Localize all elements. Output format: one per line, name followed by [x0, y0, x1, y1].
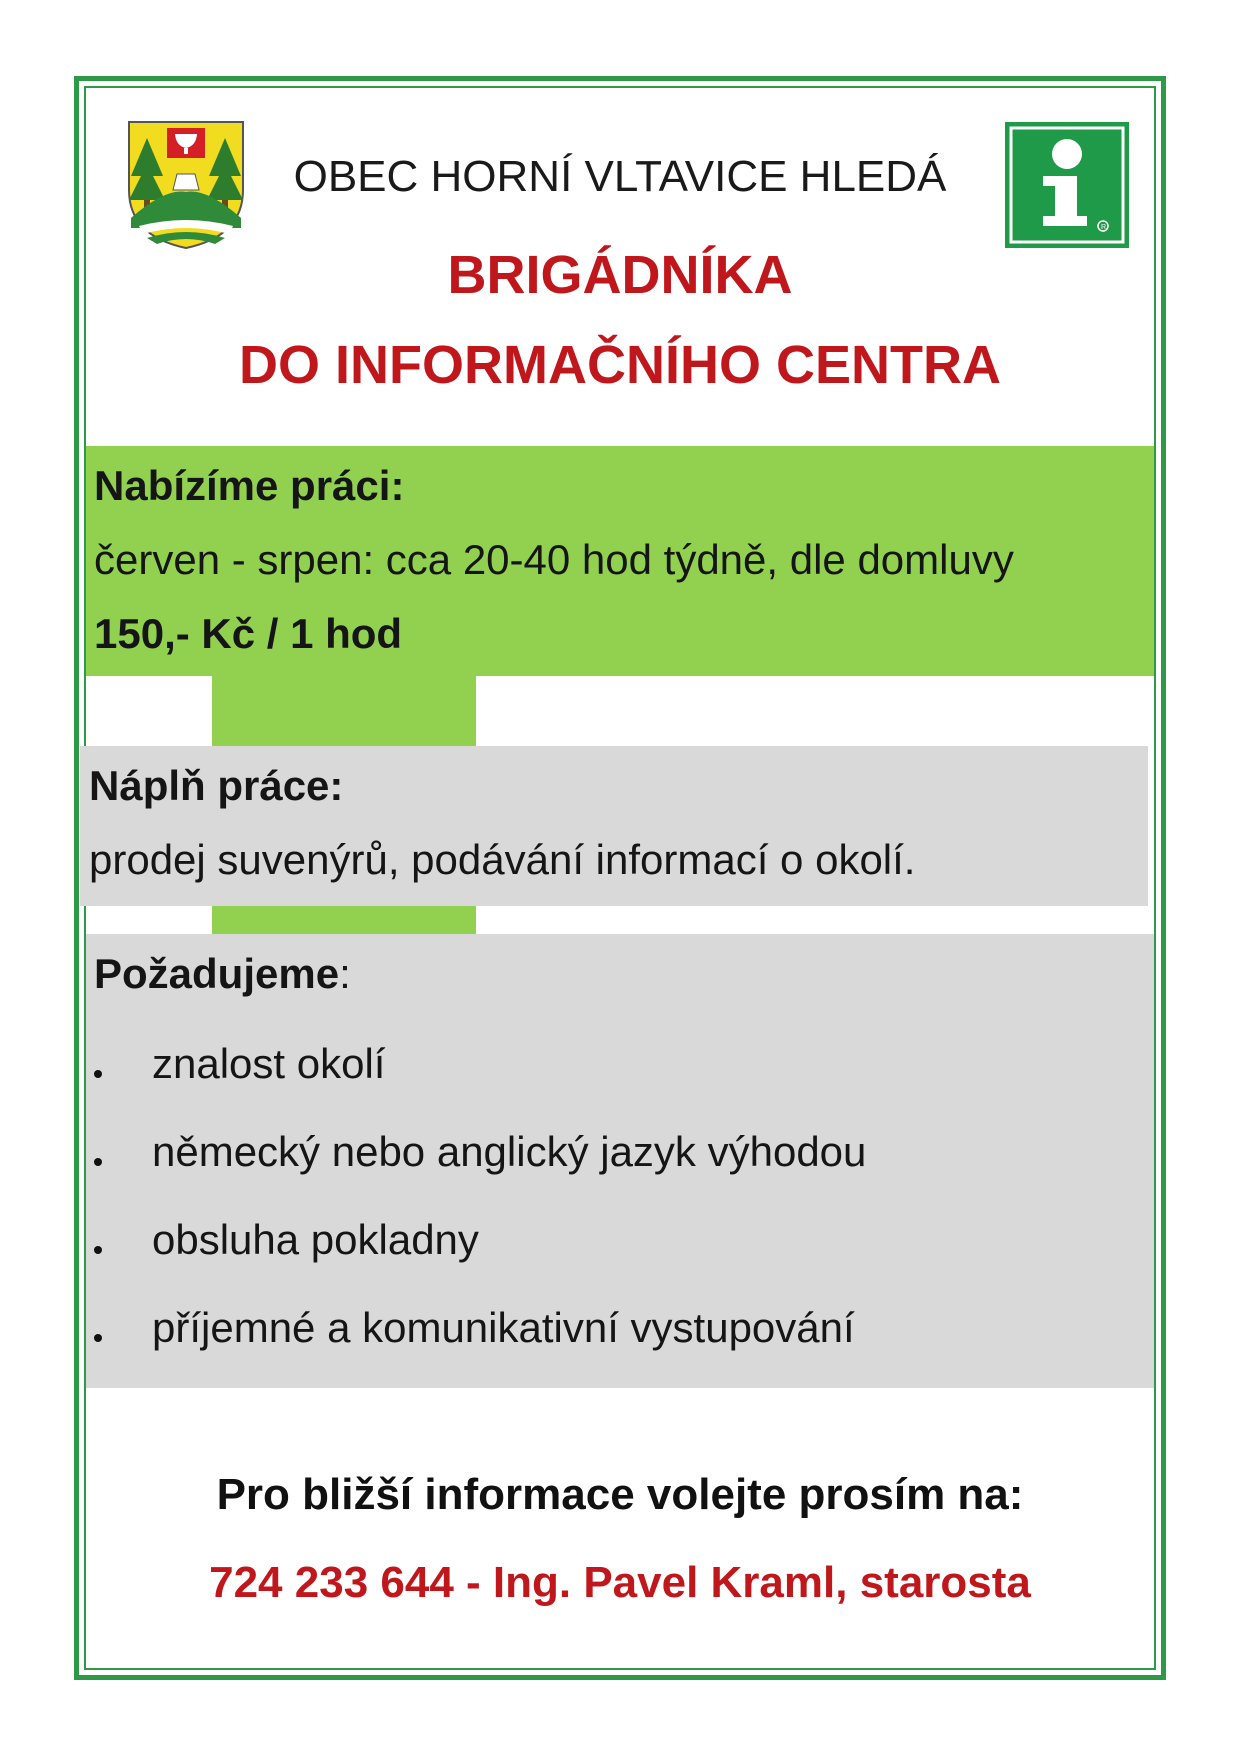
contact-prompt: Pro bližší informace volejte prosím na: — [216, 1470, 1024, 1519]
offer-heading: Nabízíme práci: — [94, 462, 405, 509]
svg-text:R: R — [1101, 224, 1107, 231]
headline-job: BRIGÁDNÍKA — [447, 245, 793, 305]
requirement-item: příjemné a komunikativní vystupování — [152, 1304, 855, 1351]
village-title: OBEC HORNÍ VLTAVICE HLEDÁ — [293, 152, 947, 201]
contact-phone: 724 233 644 - Ing. Pavel Kraml, starosta — [209, 1558, 1031, 1607]
headline-place: DO INFORMAČNÍHO CENTRA — [239, 335, 1001, 395]
bullet-dot — [94, 1246, 102, 1254]
requirement-item: německý nebo anglický jazyk výhodou — [152, 1128, 867, 1175]
duties-text: prodej suvenýrů, podávání informací o okolí. — [89, 836, 916, 883]
offer-wage: 150,- Kč / 1 hod — [94, 610, 403, 657]
requirement-item: znalost okolí — [152, 1040, 386, 1087]
bullet-dot — [94, 1070, 102, 1078]
requirements-heading: Požadujeme: — [94, 950, 351, 997]
requirement-item: obsluha pokladny — [152, 1216, 479, 1263]
bullet-dot — [94, 1158, 102, 1166]
offer-period: červen - srpen: cca 20-40 hod týdně, dle domluvy — [94, 536, 1014, 583]
duties-heading: Náplň práce: — [89, 762, 344, 809]
bullet-dot — [94, 1334, 102, 1342]
